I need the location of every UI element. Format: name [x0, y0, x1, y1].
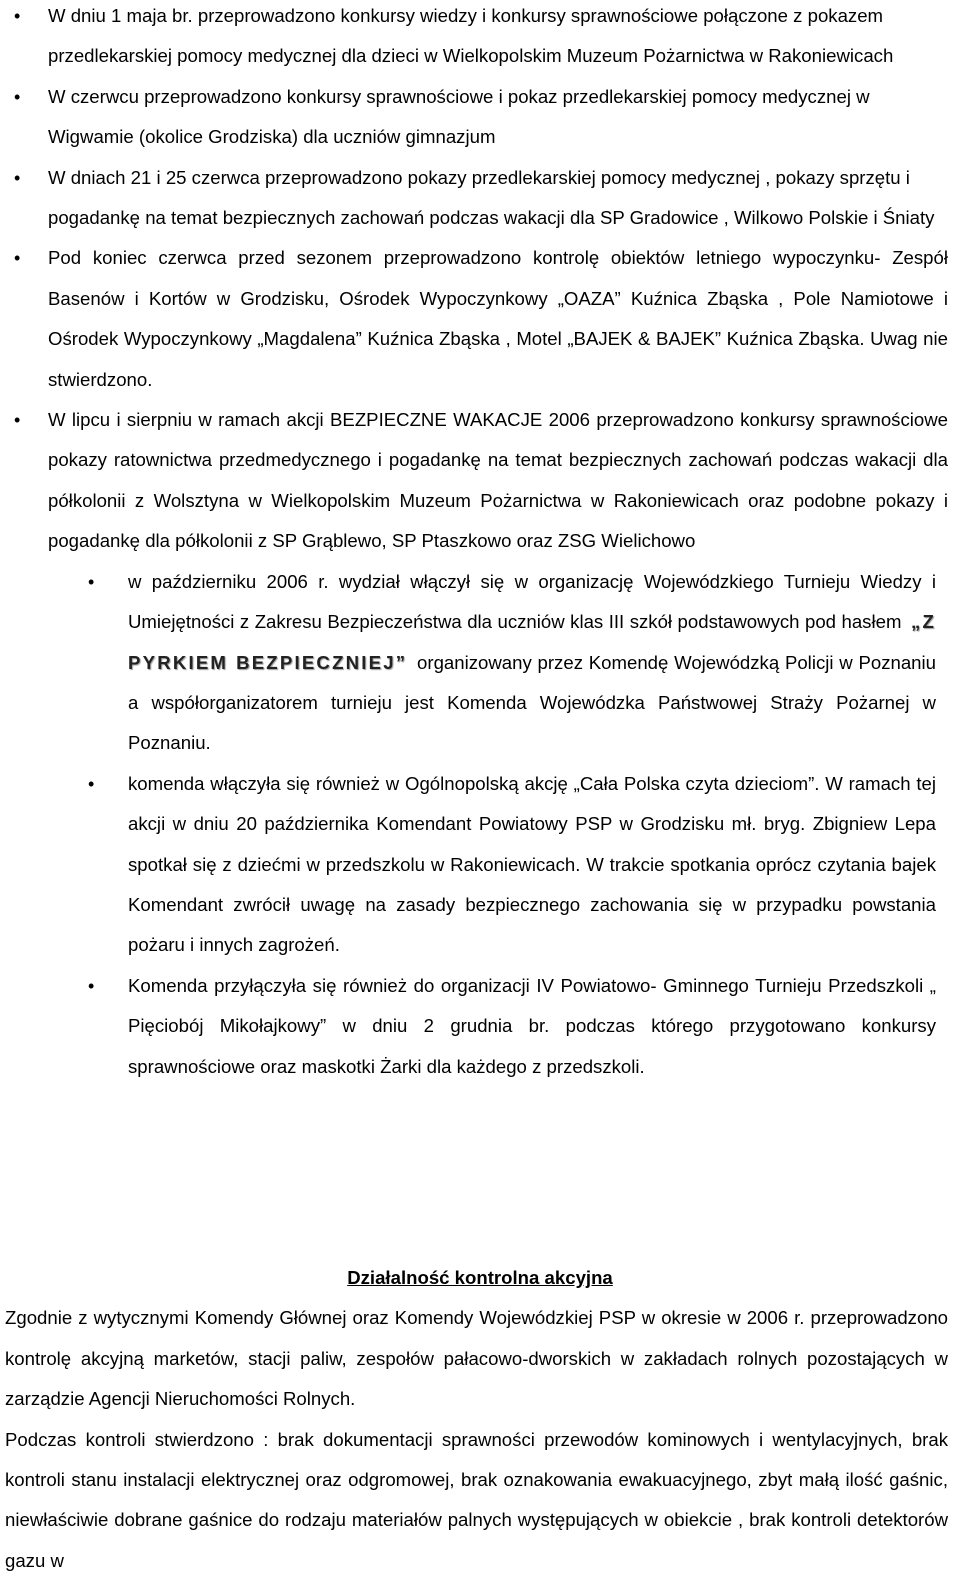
list-item: • Pod koniec czerwca przed sezonem przeprowadzono kontrolę obiektów letniego wypoczynku- Zespół Basenów i Kortów w Grodzisku, Ośrodek Wypoczynkowy „OAZA” Kuźnica Zbąska , Pole Namiotowe i Ośrodek Wypoczynkowy „Magdalena” Kuźnica Zbąska , Motel „BAJEK & BAJEK” Kuźnica Zbąska. Uwag nie stwierdzono. [0, 238, 960, 400]
list-item: • W dniu 1 maja br. przeprowadzono konkursy wiedzy i konkursy sprawnościowe połączone z pokazem przedlekarskiej pomocy medycznej dla dzieci w Wielkopolskim Muzeum Pożarnictwa w Rakoniewicach [0, 0, 960, 77]
sub-activities-list [48, 562, 948, 1087]
sub-item-text: organizowany przez Komendę Wojewódzką Policji w Poznaniu a współorganizatorem turnieju jest Komenda Wojewódzka Państwowej Straży Pożarnej w Poznaniu. [128, 651, 936, 754]
list-item: • W dniach 21 i 25 czerwca przeprowadzono pokazy przedlekarskiej pomocy medycznej , pokazy sprzętu i pogadankę na temat bezpiecznych zachowań podczas wakacji dla SP Gradowice , Wilkowo Polskie i Śniaty [0, 158, 960, 239]
list-item [0, 400, 960, 1087]
turnament-slogan: „Z PYRKIEM BEZPIECZNIEJ” [128, 611, 937, 673]
list-item-text: W lipcu i sierpniu w ramach akcji BEZPIECZNE WAKACJE 2006 przeprowadzono konkursy sprawnościowe pokazy ratownictwa przedmedycznego i pogadankę na temat bezpiecznych zachowań podczas wakacji dla półkolonii z Wolsztyna w Wielkopolskim Muzeum Pożarnictwa w Rakoniewicach oraz podobne pokazy i pogadankę dla półkolonii z SP Grąblewo, SP Ptaszkowo oraz ZSG Wielichowo [48, 409, 948, 552]
list-item: • W czerwcu przeprowadzono konkursy sprawnościowe i pokaz przedlekarskiej pomocy medycznej w Wigwamie (okolice Grodziska) dla uczniów gimnazjum [0, 77, 960, 158]
paragraph: Podczas kontroli stwierdzono : brak dokumentacji sprawności przewodów kominowych i wentylacyjnych, brak kontroli stanu instalacji elektrycznej oraz odgromowej, brak oznakowania ewakuacyjnego, zbyt małą ilość gaśnic, niewłaściwie dobrane gaśnice do rodzaju materiałów palnych występujących w obiekcie , brak kontroli detektorów gazu w [5, 1428, 948, 1571]
sub-list-item: • Komenda przyłączyła się również do organizacji IV Powiatowo- Gminnego Turnieju Przedszkoli „ Pięciobój Mikołajkowy” w dniu 2 grudnia br. podczas którego przygotowano konkursy sprawnościowe oraz maskotki Żarki dla każdego z przedszkoli. [48, 966, 948, 1087]
paragraph: Zgodnie z wytycznymi Komendy Głównej oraz Komendy Wojewódzkiej PSP w okresie w 2006 r. przeprowadzono kontrolę akcyjną marketów, stacji paliw, zespołów pałacowo-dworskich w zakładach rolnych pozostających w zarządzie Agencji Nieruchomości Rolnych. [5, 1307, 948, 1410]
section-heading: Działalność kontrolna akcyjna [347, 1267, 613, 1288]
sub-list-item [48, 562, 948, 764]
sub-list-item: • komenda włączyła się również w Ogólnopolską akcję „Cała Polska czyta dzieciom”. W ramach tej akcji w dniu 20 października Komendant Powiatowy PSP w Grodzisku mł. bryg. Zbigniew Lepa spotkał się z dziećmi w przedszkolu w Rakoniewicach. W trakcie spotkania oprócz czytania bajek Komendant zwrócił uwagę na zasady bezpiecznego zachowania się w przypadku powstania pożaru i innych zagrożeń. [48, 764, 948, 966]
sub-item-text: w październiku 2006 r. wydział włączył się w organizację Wojewódzkiego Turnieju Wiedzy i Umiejętności z Zakresu Bezpieczeństwa dla uczniów klas III szkół podstawowych pod hasłem [128, 570, 936, 633]
control-section [0, 1258, 960, 1581]
